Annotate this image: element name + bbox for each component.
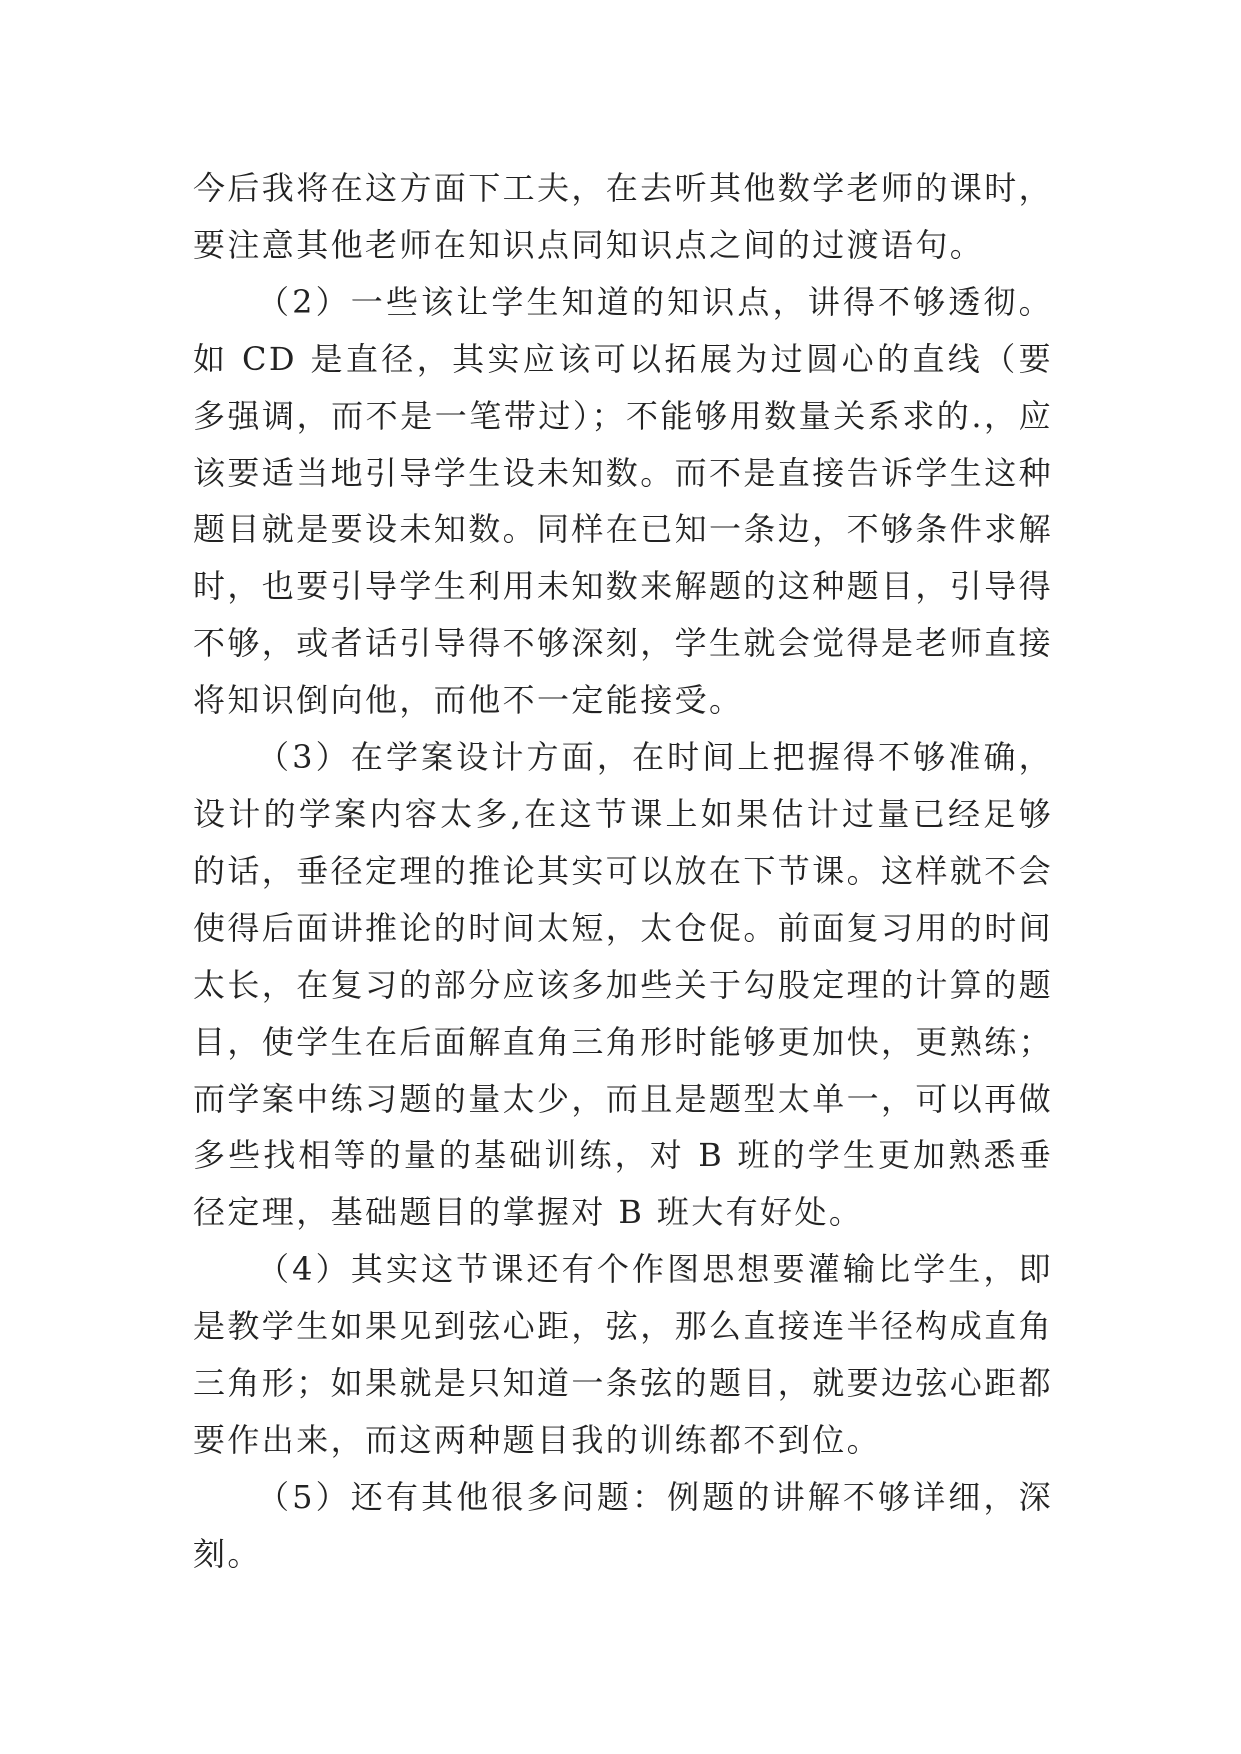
paragraph-continuation: 今后我将在这方面下工夫，在去听其他数学老师的课时，要注意其他老师在知识点同知识点之间的过渡语句。	[193, 169, 1054, 264]
document-body	[193, 160, 1053, 1583]
paragraph-point-5: （5）还有其他很多问题：例题的讲解不够详细，深刻。	[193, 1477, 1053, 1573]
paragraph-point-4: （4）其实这节课还有个作图思想要灌输比学生，即是教学生如果见到弦心距，弦，那么直接连半径构成直角三角形；如果就是只知道一条弦的题目，就要边弦心距都要作出来，而这两种题目我的训练都不到位。	[193, 1250, 1054, 1459]
paragraph-point-2: （2）一些该让学生知道的知识点，讲得不够透彻。如 CD 是直径，其实应该可以拓展为过圆心的直线（要多强调，而不是一笔带过）；不能够用数量关系求的.，应该要适当地引导学生设未知数。而不是直接告诉学生这种题目就是要设未知数。同样在已知一条边，不够条件求解时，也要引导学生利用未知数来解题的这种题目，引导得不够，或者话引导得不够深刻，学生就会觉得是老师直接将知识倒向他，而他不一定能接受。	[193, 282, 1054, 720]
paragraph-point-3: （3）在学案设计方面，在时间上把握得不够准确，设计的学案内容太多,在这节课上如果估计过量已经足够的话，垂径定理的推论其实可以放在下节课。这样就不会使得后面讲推论的时间太短，太仓促。前面复习用的时间太长，在复习的部分应该多加些关于勾股定理的计算的题目，使学生在后面解直角三角形时能够更加快，更熟练；而学案中练习题的量太少，而且是题型太单一，可以再做多些找相等的量的基础训练，对 B 班的学生更加熟悉垂径定理，基础题目的掌握对 B 班大有好处。	[193, 738, 1054, 1232]
